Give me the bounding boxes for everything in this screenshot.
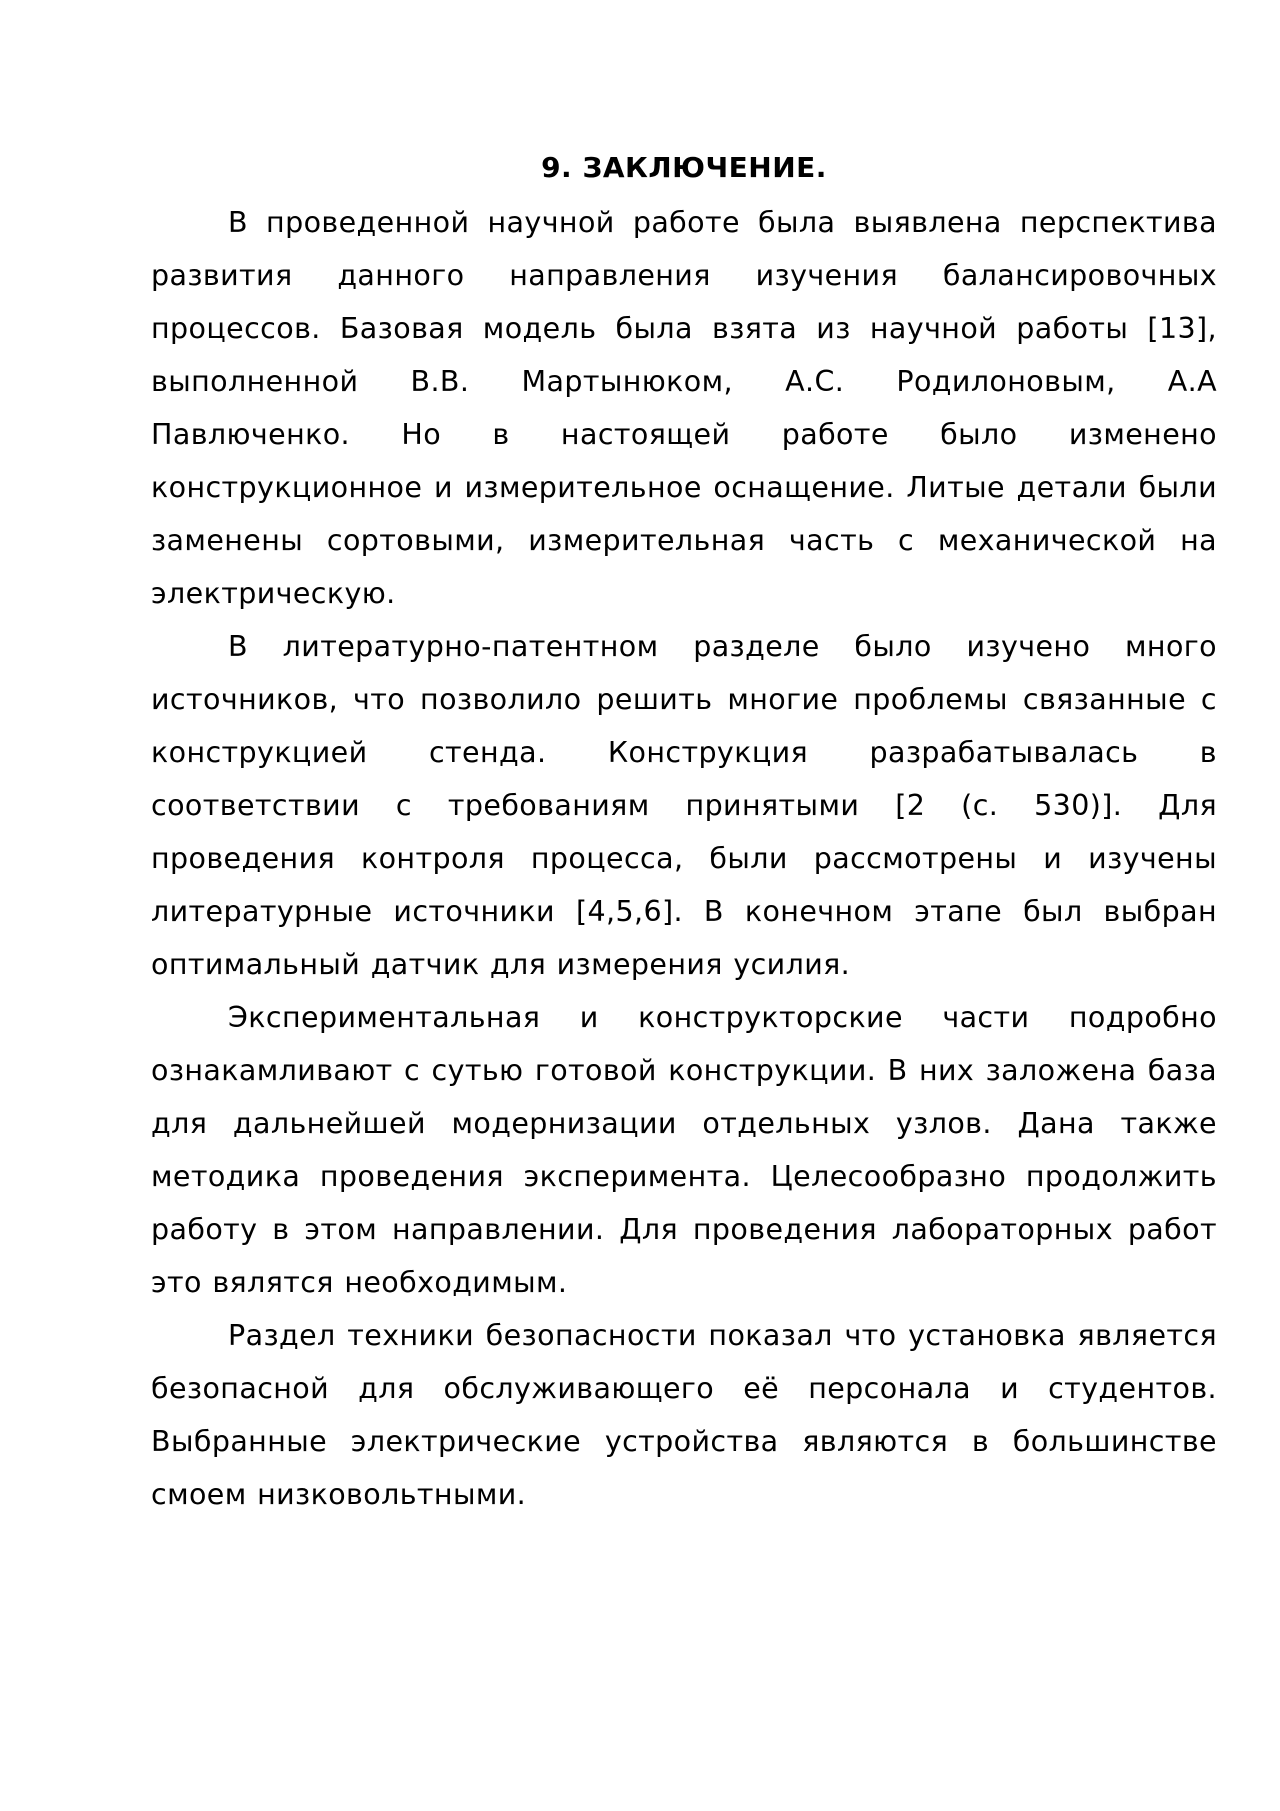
- section-heading: 9. ЗАКЛЮЧЕНИЕ.: [541, 151, 827, 184]
- document-body: [151, 148, 1217, 1521]
- paragraph-experimental-part: Экспериментальная и конструкторские части подробно ознакамливают с сутью готовой конструкции. В них заложена база для дальнейшей модернизации отдельных узлов. Дана также методика проведения эксперимента. Целесообразно продолжить работу в этом направлении. Для проведения лабораторных работ это вялятся необходимым.: [151, 1001, 1217, 1299]
- paragraph-literature-review: В литературно-патентном разделе было изучено много источников, что позволило решить многие проблемы связанные с конструкцией стенда. Конструкция разрабатывалась в соответствии с требованиям принятыми [2 (с. 530)]. Для проведения контроля процесса, были рассмотрены и изучены литературные источники [4,5,6]. В конечном этапе был выбран оптимальный датчик для измерения усилия.: [151, 630, 1217, 981]
- paragraph-research-summary: В проведенной научной работе была выявлена перспектива развития данного направления изучения балансировочных процессов. Базовая модель была взята из научной работы [13], выполненной В.В. Мартынюком, А.С. Родилоновым, А.А Павлюченко. Но в настоящей работе было изменено конструкционное и измерительное оснащение. Литые детали были заменены сортовыми, измерительная часть с механической на электрическую.: [151, 206, 1217, 610]
- paragraph-safety-section: Раздел техники безопасности показал что установка является безопасной для обслуживающего её персонала и студентов. Выбранные электрические устройства являются в большинстве смоем низковольтными.: [151, 1319, 1217, 1511]
